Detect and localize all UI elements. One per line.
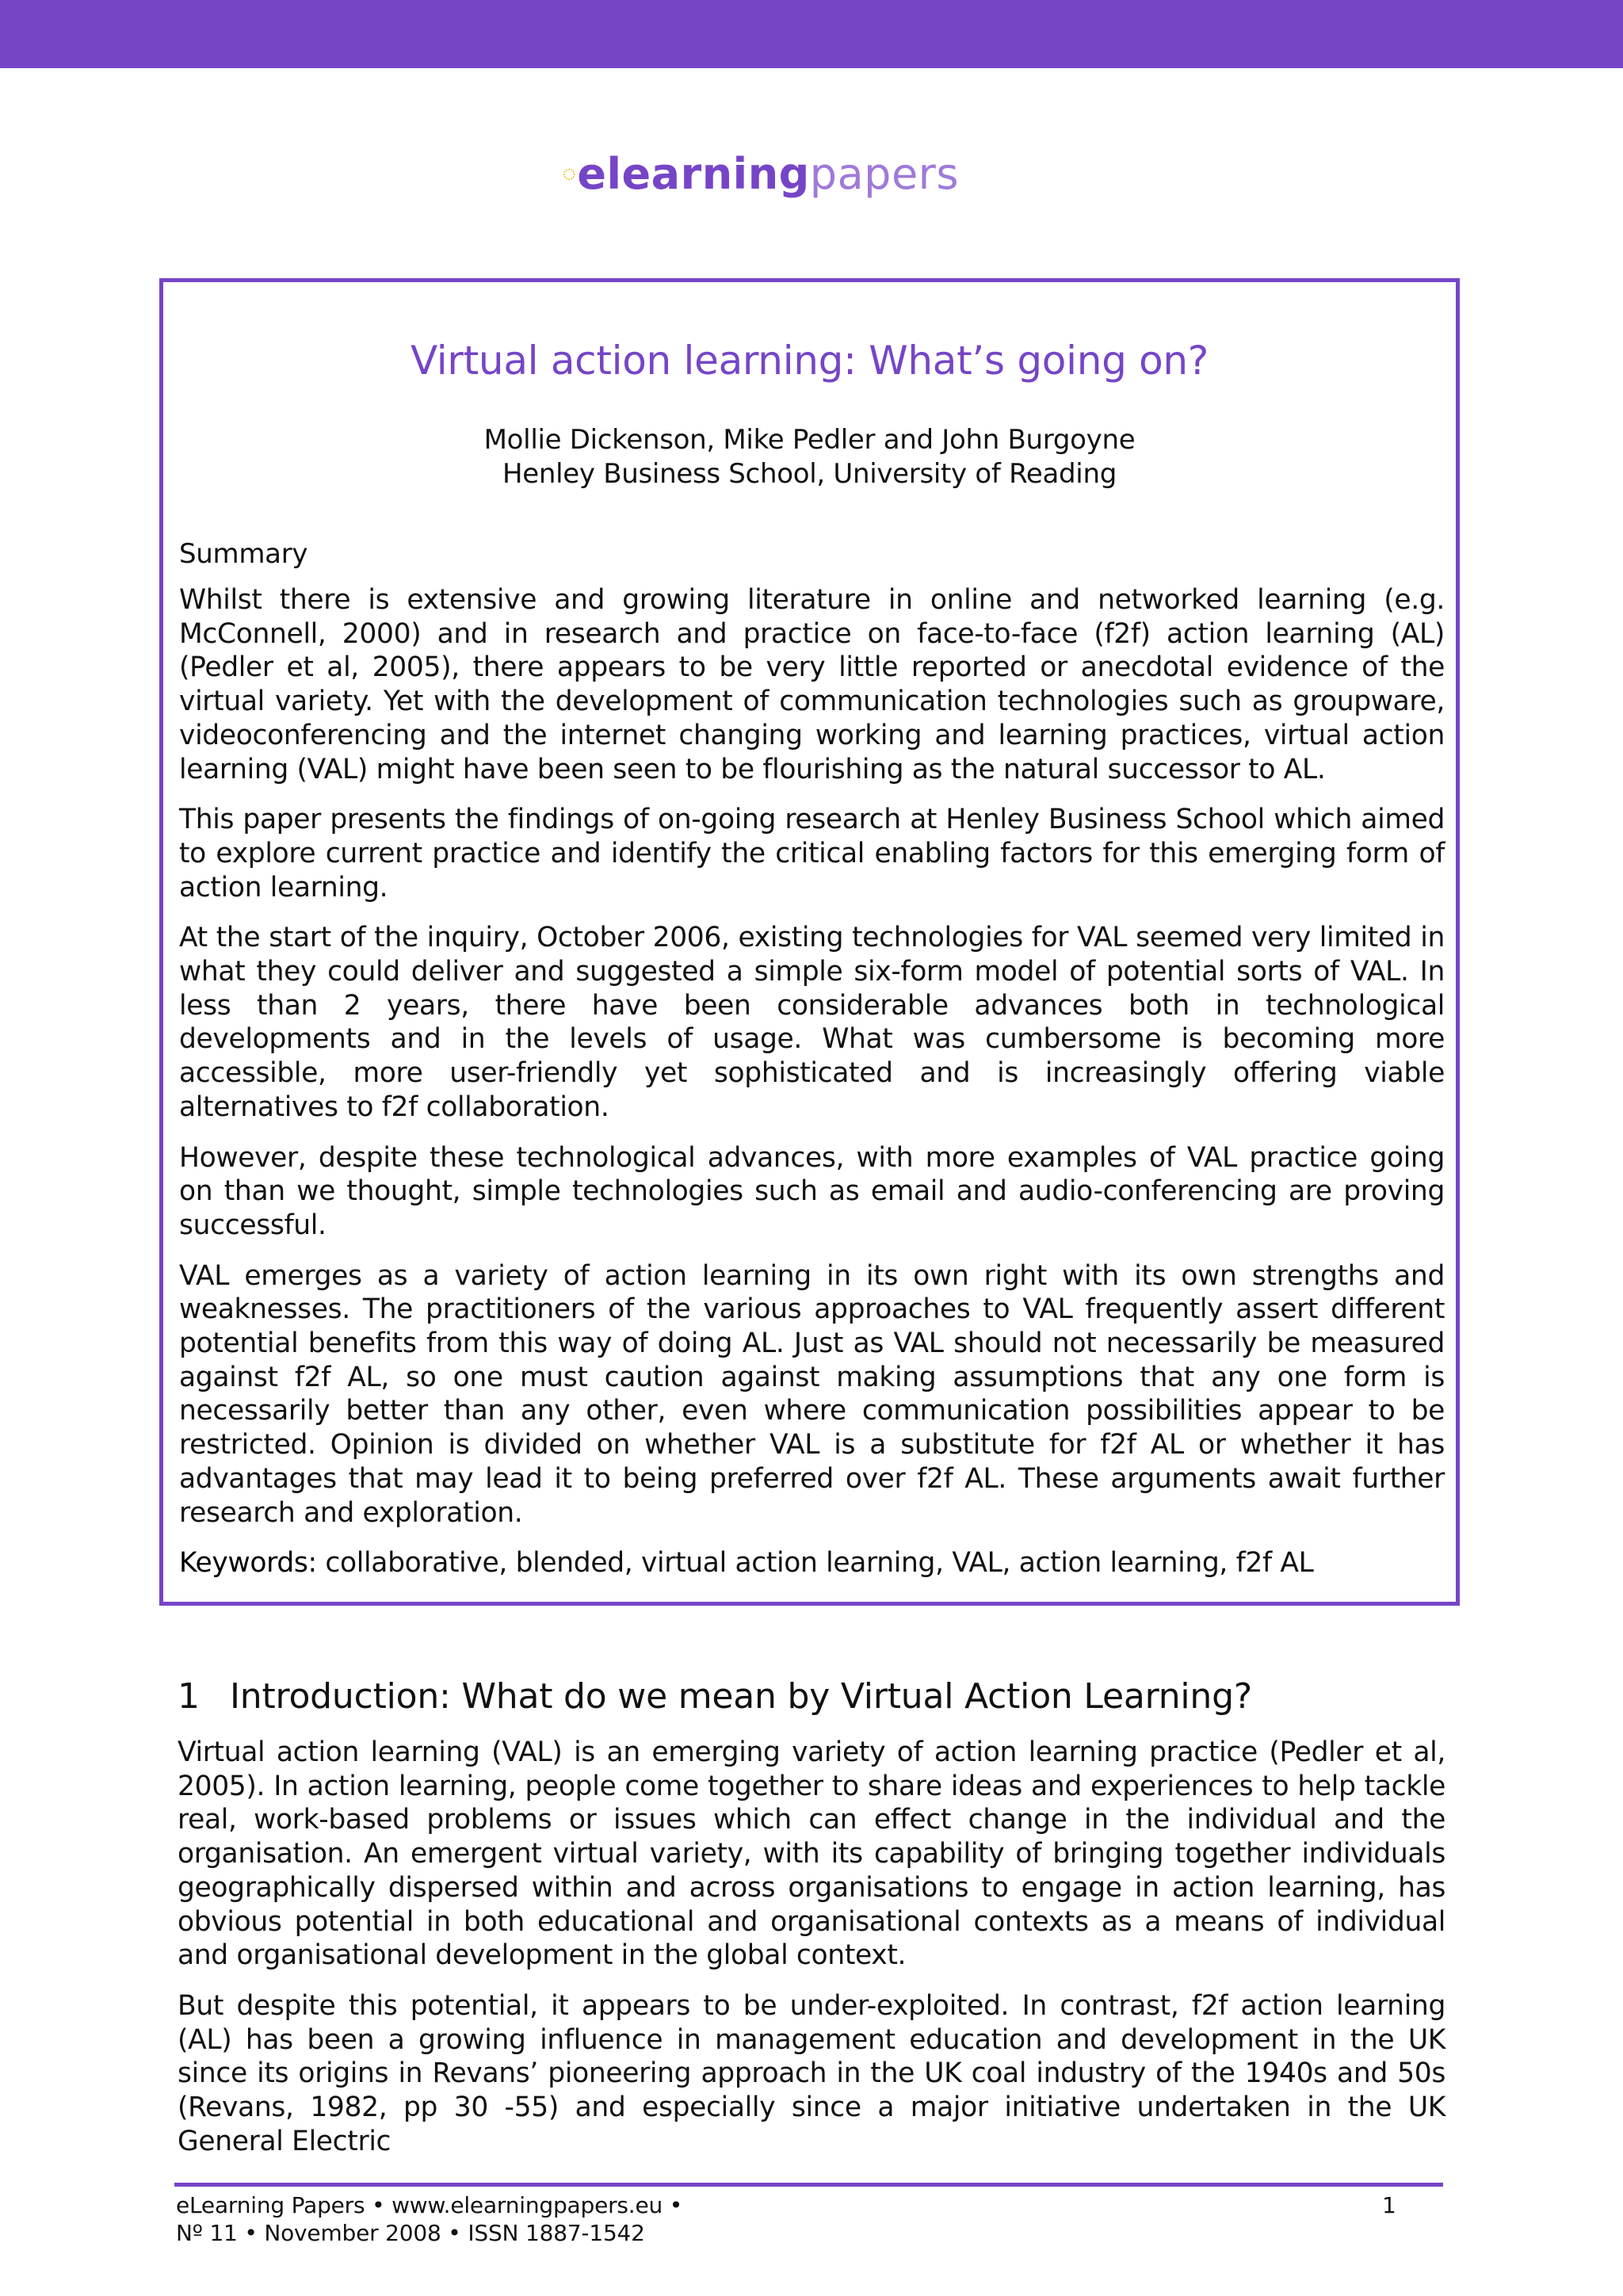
section-heading-introduction	[178, 1676, 1252, 1717]
intro-paragraph: Virtual action learning (VAL) is an emerging variety of action learning practice (Pedler et al, 2005). In action learning, people come together to share ideas and experiences to help tackle real, work-based problems or issues which can effect change in the individual and the organisation. An emergent virtual variety, with its capability of bringing together individuals geographically dispersed within and across organisations to engage in action learning, has obvious potential in both educational and organisational contexts as a means of individual and organisational development in the global context.	[178, 1736, 1445, 1972]
author-block	[163, 423, 1456, 491]
affiliation: Henley Business School, University of Reading	[502, 458, 1117, 490]
summary-box	[159, 278, 1460, 1606]
keywords-list: collaborative, blended, virtual action learning, VAL, action learning, f2f AL	[316, 1547, 1314, 1580]
summary-heading: Summary	[179, 538, 308, 570]
footer-journal: eLearning Papers • www.elearningpapers.eu •	[176, 2192, 683, 2218]
footer-issue: Nº 11 • November 2008 • ISSN 1887-1542	[176, 2220, 645, 2246]
header-bar	[0, 0, 1623, 68]
intro-paragraph: But despite this potential, it appears to be under-exploited. In contrast, f2f action learning (AL) has been a growing influence in management education and development in the UK since its origins in Revans’ pioneering approach in the UK coal industry of the 1940s and 50s (Revans, 1982, pp 30 -55) and especially since a major initiative undertaken in the UK General Electric	[178, 1989, 1445, 2157]
page-number: 1	[1382, 2192, 1396, 2218]
logo-papers: papers	[809, 149, 959, 199]
summary-paragraph: This paper presents the findings of on-going research at Henley Business School which aimed to explore current practice and identify the critical enabling factors for this emerging form of action learning.	[179, 804, 1445, 904]
section-title: Introduction: What do we mean by Virtual Action Learning?	[230, 1676, 1252, 1717]
authors: Mollie Dickenson, Mike Pedler and John Burgoyne	[483, 424, 1136, 456]
keywords	[179, 1546, 1445, 1580]
elearningpapers-logo	[563, 143, 959, 206]
summary-body	[179, 583, 1445, 1597]
eu-stars-icon	[563, 154, 575, 195]
logo-wordmark	[577, 149, 959, 199]
summary-paragraph: Whilst there is extensive and growing literature in online and networked learning (e.g. McConnell, 2000) and in research and practice on face-to-face (f2f) action learning (AL) (Pedler et al, 2005), there appears to be very little reported or anecdotal evidence of the virtual variety. Yet with the development of communication technologies such as groupware, videoconferencing and the internet changing working and learning practices, virtual action learning (VAL) might have been seen to be flourishing as the natural successor to AL.	[179, 584, 1445, 785]
summary-paragraph: However, despite these technological advances, with more examples of VAL practice going on than we thought, simple technologies such as email and audio-conferencing are proving successful.	[179, 1141, 1445, 1241]
logo-learning: learning	[606, 149, 810, 199]
logo-e: e	[577, 149, 607, 199]
section-number: 1	[178, 1676, 200, 1717]
paper-title: Virtual action learning: What’s going on?	[410, 338, 1209, 384]
footer-rule	[174, 2183, 1443, 2187]
summary-paragraph: VAL emerges as a variety of action learning in its own right with its own strengths and weaknesses. The practitioners of the various approaches to VAL frequently assert different potential benefits from this way of doing AL. Just as VAL should not necessarily be measured against f2f AL, so one must caution against making assumptions that any one form is necessarily better than any other, even where communication possibilities appear to be restricted. Opinion is divided on whether VAL is a substitute for f2f AL or whether it has advantages that may lead it to being preferred over f2f AL. These arguments await further research and exploration.	[179, 1259, 1445, 1529]
keywords-label: Keywords:	[179, 1547, 317, 1580]
summary-paragraph: At the start of the inquiry, October 2006, existing technologies for VAL seemed very limited in what they could deliver and suggested a simple six-form model of potential sorts of VAL. In less than 2 years, there have been considerable advances both in technological developments and in the levels of usage. What was cumbersome is becoming more accessible, more user-friendly yet sophisticated and is increasingly offering viable alternatives to f2f collaboration.	[179, 922, 1445, 1123]
introduction-body	[178, 1736, 1445, 2175]
